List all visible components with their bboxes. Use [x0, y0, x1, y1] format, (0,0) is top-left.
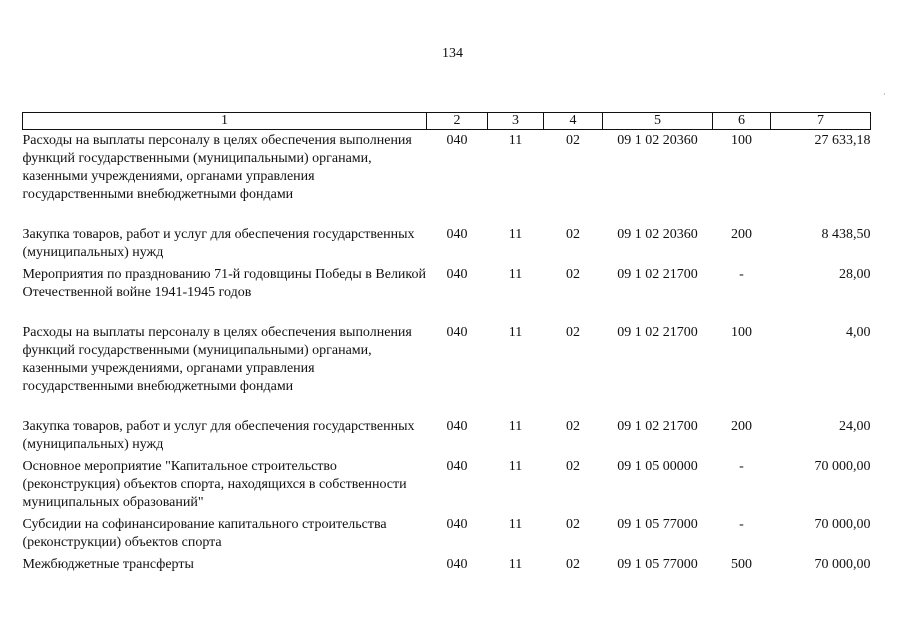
table-row [23, 224, 871, 264]
column-header-6: 6 [713, 113, 771, 130]
table-row [23, 130, 871, 225]
cell-expense-type: 200 [731, 419, 752, 434]
cell-subsection: 02 [566, 557, 580, 572]
column-header-7: 7 [771, 113, 871, 130]
cell-target-article: 09 1 02 20360 [617, 133, 698, 148]
cell-target-article: 09 1 02 20360 [617, 227, 698, 242]
cell-expense-type: 100 [731, 325, 752, 340]
row-name: Закупка товаров, работ и услуг для обеспечения государственных (муниципальных) нужд [22, 419, 415, 452]
cell-section: 11 [508, 557, 523, 572]
cell-section: 11 [508, 267, 523, 282]
cell-expense-type: - [739, 459, 744, 474]
cell-amount: 24,00 [839, 419, 871, 434]
cell-amount: 28,00 [839, 267, 871, 282]
cell-amount: 8 438,50 [821, 227, 871, 242]
cell-amount: 27 633,18 [814, 133, 871, 148]
cell-amount: 70 000,00 [814, 557, 871, 572]
cell-ministry-code: 040 [446, 419, 468, 434]
cell-section: 11 [508, 419, 523, 434]
cell-subsection: 02 [566, 133, 580, 148]
cell-section: 11 [508, 459, 523, 474]
cell-amount: 70 000,00 [814, 517, 871, 532]
cell-amount: 4,00 [846, 325, 871, 340]
cell-ministry-code: 040 [446, 325, 468, 340]
scan-artifact-dot: · [883, 90, 886, 99]
row-name: Межбюджетные трансферты [22, 557, 194, 572]
table-row [23, 416, 871, 456]
row-name: Расходы на выплаты персоналу в целях обеспечения выполнения функций государственными (муниципальными) органами, казенными учреждениями, органами управления государственными внебюджетными фондами [22, 133, 412, 202]
cell-expense-type: - [739, 517, 744, 532]
cell-expense-type: 500 [731, 557, 752, 572]
cell-ministry-code: 040 [446, 133, 468, 148]
table-header-row [23, 113, 871, 130]
table-row [23, 456, 871, 514]
cell-target-article: 09 1 02 21700 [617, 325, 698, 340]
column-header-4: 4 [544, 113, 603, 130]
cell-subsection: 02 [566, 419, 580, 434]
row-name: Расходы на выплаты персоналу в целях обеспечения выполнения функций государственными (муниципальными) органами, казенными учреждениями, органами управления государственными внебюджетными фондами [22, 325, 412, 394]
column-header-3: 3 [488, 113, 544, 130]
cell-target-article: 09 1 05 77000 [617, 517, 698, 532]
row-name: Закупка товаров, работ и услуг для обеспечения государственных (муниципальных) нужд [22, 227, 415, 260]
table-row [23, 514, 871, 554]
cell-subsection: 02 [566, 325, 580, 340]
cell-target-article: 09 1 05 77000 [617, 557, 698, 572]
page-number: 134 [442, 46, 463, 61]
cell-expense-type: - [739, 267, 744, 282]
cell-target-article: 09 1 02 21700 [617, 419, 698, 434]
row-name: Мероприятия по празднованию 71-й годовщины Победы в Великой Отечественной войне 1941-1945 годов [22, 267, 427, 300]
column-header-5: 5 [603, 113, 713, 130]
cell-target-article: 09 1 02 21700 [617, 267, 698, 282]
column-header-1: 1 [23, 113, 427, 130]
cell-ministry-code: 040 [446, 227, 468, 242]
cell-expense-type: 100 [731, 133, 752, 148]
cell-section: 11 [508, 227, 523, 242]
cell-subsection: 02 [566, 459, 580, 474]
cell-subsection: 02 [566, 517, 580, 532]
row-name: Субсидии на софинансирование капитального строительства (реконструкции) объектов спорта [22, 517, 387, 550]
budget-table [22, 112, 871, 576]
cell-ministry-code: 040 [446, 459, 468, 474]
cell-expense-type: 200 [731, 227, 752, 242]
cell-ministry-code: 040 [446, 517, 468, 532]
row-name: Основное мероприятие "Капитальное строительство (реконструкция) объектов спорта, находящихся в собственности муниципальных образований" [22, 459, 407, 510]
cell-ministry-code: 040 [446, 557, 468, 572]
cell-section: 11 [508, 325, 523, 340]
cell-subsection: 02 [566, 227, 580, 242]
column-header-2: 2 [427, 113, 488, 130]
cell-amount: 70 000,00 [814, 459, 871, 474]
cell-section: 11 [508, 133, 523, 148]
cell-section: 11 [508, 517, 523, 532]
table-row [23, 322, 871, 416]
cell-subsection: 02 [566, 267, 580, 282]
cell-target-article: 09 1 05 00000 [617, 459, 698, 474]
cell-ministry-code: 040 [446, 267, 468, 282]
table-row [23, 264, 871, 322]
table-row [23, 554, 871, 576]
